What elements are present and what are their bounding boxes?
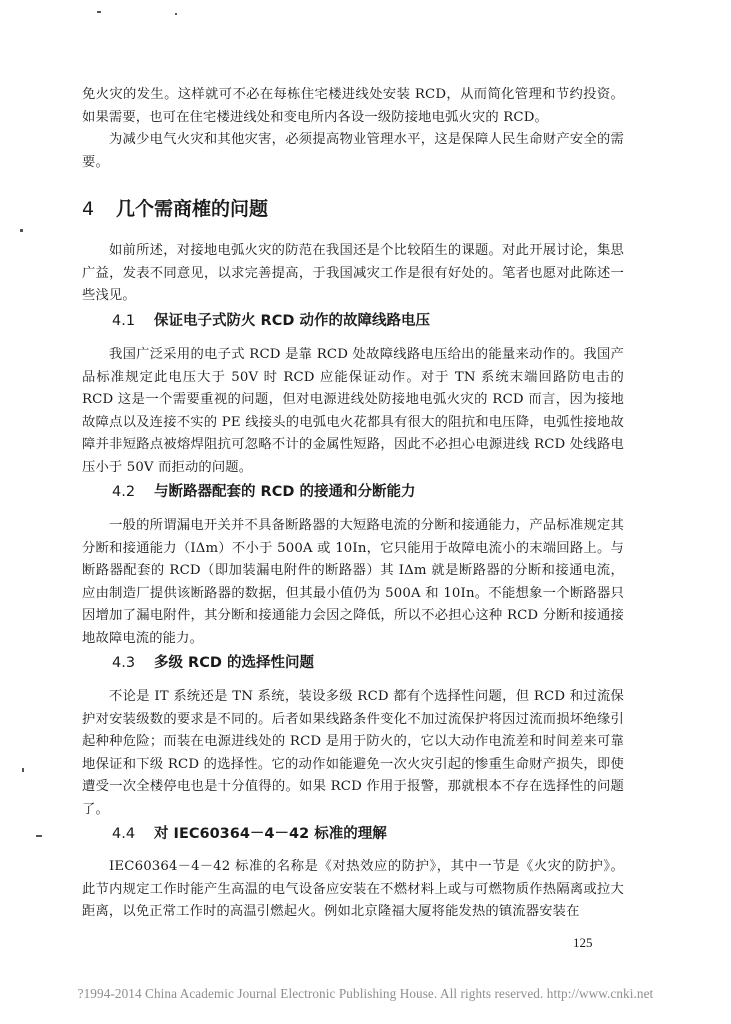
subsection-number: 4.1 <box>112 313 136 329</box>
paragraph-section-4: 如前所述，对接地电弧火灾的防范在我国还是个比较陌生的课题。对此开展讨论，集思广益，发表不同意见，以求完善提高，于我国减灾工作是很有好处的。笔者也愿对此陈述一些浅见。 <box>82 243 624 304</box>
scan-mark <box>175 13 177 15</box>
section-4-heading <box>82 196 268 222</box>
scan-mark <box>20 229 23 232</box>
paragraph-4-2: 一般的所谓漏电开关并不具备断路器的大短路电流的分断和接通能力，产品标准规定其分断和接通能力（IΔm）不小于 500A 或 10In，它只能用于故障电流小的末端回路上。与断路器配套的 RCD（即加装漏电附件的断路器）其 IΔm 就是断路器的分断和接通电流，应由制造厂提供该断路器的数据，但其最小值仍为 500A 和 10In。不能想象一个断路器只因增加了漏电附件，其分断和接通能力会因之降低，所以不必担心这种 RCD 分断和接通接地故障电流的能力。 <box>82 518 624 646</box>
paragraph-4-3: 不论是 IT 系统还是 TN 系统，装设多级 RCD 都有个选择性问题，但 RCD 和过流保护对安装级数的要求是不同的。后者如果线路条件变化不加过流保护将因过流而损坏绝缘引起种种危险；而装在电源进线处的 RCD 是用于防火的，它以大动作电流差和时间差来可靠地保证和下级 RCD 的选择性。它的动作如能避免一次火灾引起的惨重生命财产损失，即使遭受一次全楼停电也是十分值得的。如果 RCD 作用于报警，那就根本不存在选择性的问题了。 <box>82 689 624 817</box>
subsection-title: 对 IEC60364－4－42 标准的理解 <box>154 826 387 842</box>
subsection-title: 保证电子式防火 RCD 动作的故障线路电压 <box>154 313 430 329</box>
scan-mark <box>22 768 24 772</box>
subsection-title: 与断路器配套的 RCD 的接通和分断能力 <box>154 484 416 500</box>
subsection-number: 4.4 <box>112 826 136 842</box>
page-number: 125 <box>573 935 593 950</box>
subsection-title: 多级 RCD 的选择性问题 <box>154 655 314 671</box>
subsection-4-2-heading <box>112 481 415 503</box>
copyright-footer: ?1994-2014 China Academic Journal Electronic Publishing House. All rights reserved. http://www.cnki.net <box>77 986 654 1001</box>
paragraph-intro-2: 为减少电气火灾和其他灾害，必须提高物业管理水平，这是保障人民生命财产安全的需要。 <box>82 132 624 170</box>
paragraph-intro-1: 免火灾的发生。这样就可不必在每栋住宅楼进线处安装 RCD，从而简化管理和节约投资。如果需要，也可在住宅楼进线处和变电所内各设一级防接地电弧火灾的 RCD。 <box>82 87 624 125</box>
paragraph-4-1: 我国广泛采用的电子式 RCD 是靠 RCD 处故障线路电压给出的能量来动作的。我国产品标准规定此电压大于 50V 时 RCD 应能保证动作。对于 TN 系统末端回路防电击的 RCD 这是一个需要重视的问题，但对电源进线处防接地电弧火灾的 RCD 而言，因为接地故障点以及连接不实的 PE 线接头的电弧电火花都具有很大的阻抗和电压降，电弧性接地故障并非短路点被熔焊阻抗可忽略不计的金属性短路，因此不必担心电源进线 RCD 处线路电压小于 50V 而拒动的问题。 <box>82 347 624 475</box>
subsection-number: 4.2 <box>112 484 136 500</box>
section-number: 4 <box>82 198 95 220</box>
subsection-number: 4.3 <box>112 655 136 671</box>
subsection-4-3-heading <box>112 652 314 674</box>
section-title: 几个需商榷的问题 <box>116 198 269 220</box>
scan-mark <box>36 835 42 837</box>
paragraph-4-4: IEC60364－4－42 标准的名称是《对热效应的防护》，其中一节是《火灾的防护》。此节内规定工作时能产生高温的电气设备应安装在不燃材料上或与可燃物质作热隔离或拉大距离，以免正常工作时的高温引燃起火。例如北京隆福大厦将能发热的镇流器安装在 <box>82 859 624 920</box>
subsection-4-1-heading <box>112 310 430 332</box>
scan-mark <box>97 11 101 13</box>
subsection-4-4-heading <box>112 823 387 845</box>
